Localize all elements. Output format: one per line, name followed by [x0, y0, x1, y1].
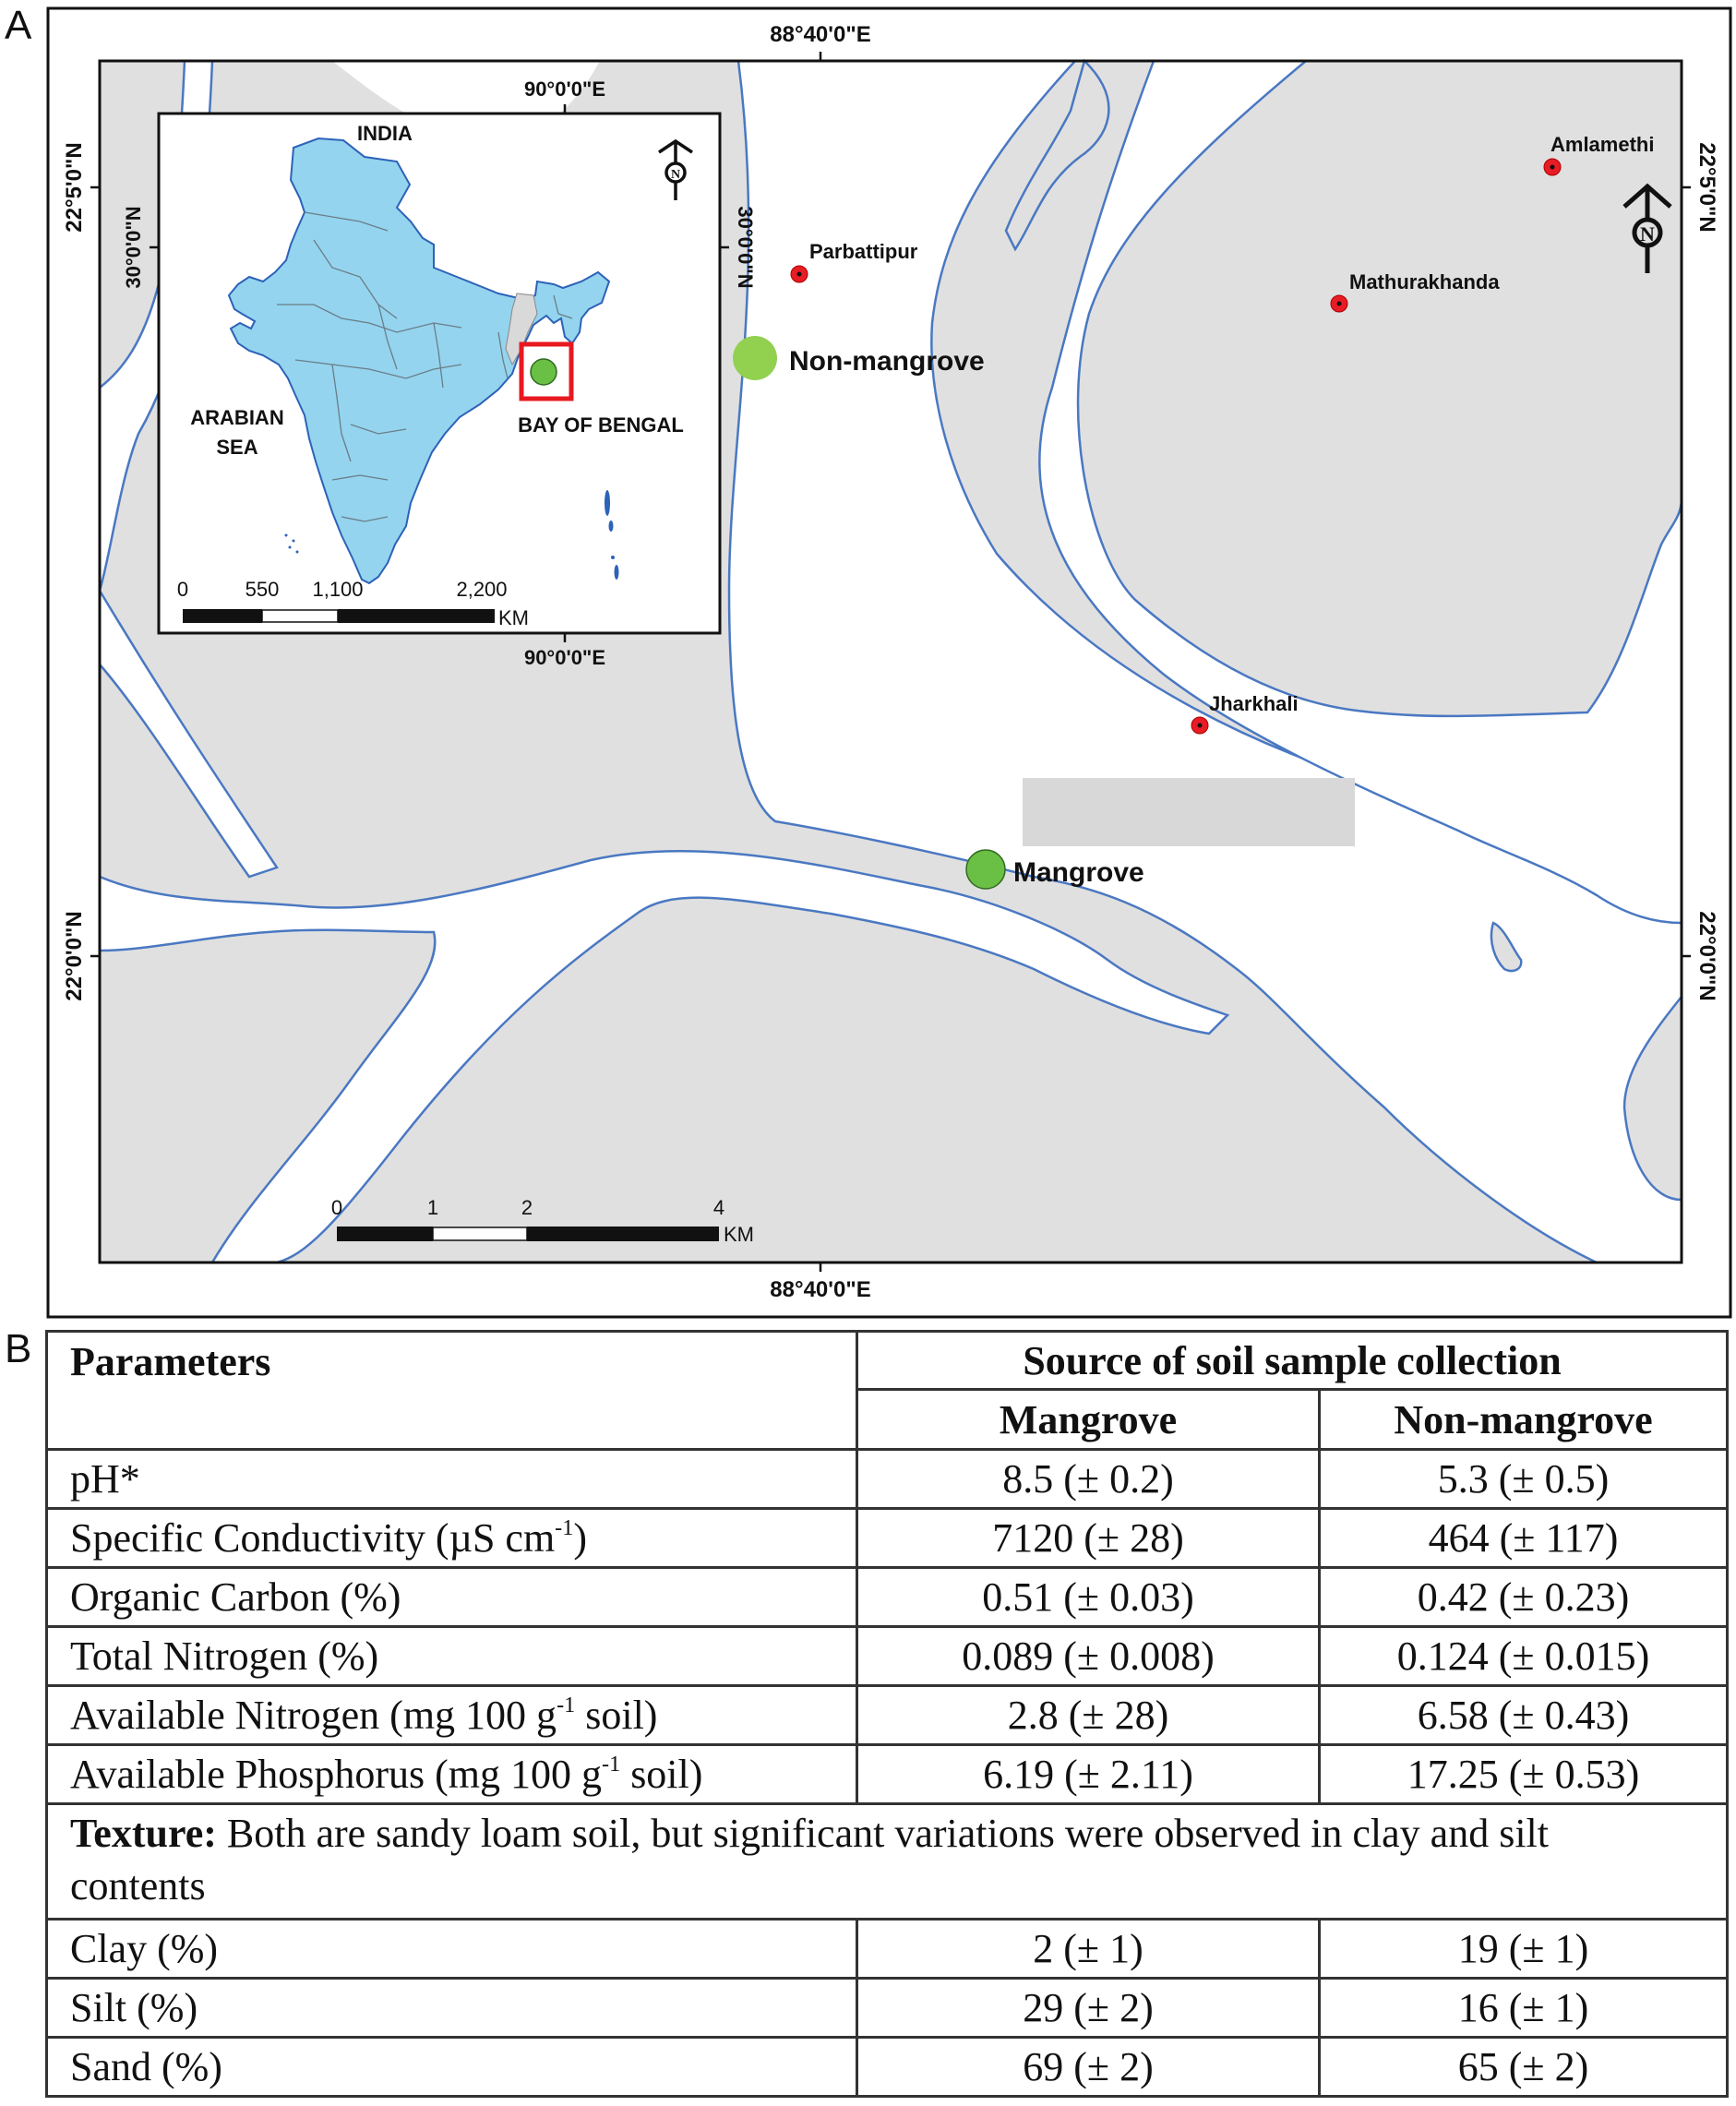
non-mangrove-value: 65 (± 2) — [1320, 2038, 1728, 2097]
param-cell: Clay (%) — [47, 1920, 857, 1979]
mangrove-value: 6.19 (± 2.11) — [857, 1745, 1320, 1804]
table-row — [47, 1686, 1728, 1745]
param-cell: pH* — [47, 1450, 857, 1509]
mangrove-value: 2 (± 1) — [857, 1920, 1320, 1979]
svg-text:KM: KM — [498, 606, 529, 629]
non-mangrove-value: 19 (± 1) — [1320, 1920, 1728, 1979]
inset-map — [122, 78, 757, 669]
scale-tick-label: 2 — [521, 1196, 533, 1219]
param-cell: Total Nitrogen (%) — [47, 1627, 857, 1686]
inset-lon-top: 90°0'0"E — [523, 78, 606, 101]
param-cell: Available Nitrogen (mg 100 $g^{-1}$ soil) — [47, 1686, 857, 1745]
inset-lat-right: 30°0'0"N — [734, 206, 757, 289]
study-area-dot-icon — [531, 359, 557, 385]
site-label: Parbattipur — [809, 240, 918, 263]
site-label: Jharkhali — [1209, 692, 1299, 715]
table-row — [47, 1627, 1728, 1686]
svg-text:2,200: 2,200 — [456, 578, 508, 601]
param-cell: Specific Conductivity (µS $cm^{-1}$) — [47, 1509, 857, 1568]
sample-point-marker-icon — [966, 850, 1005, 889]
texture-label: Texture: — [70, 1811, 217, 1856]
svg-text:1,100: 1,100 — [312, 578, 364, 601]
sample-point-label: Mangrove — [1013, 857, 1144, 888]
mangrove-value: 69 (± 2) — [857, 2038, 1320, 2097]
scale-unit-label: KM — [724, 1223, 754, 1246]
lat-label-right-top: 22°5'0"N — [1694, 142, 1719, 233]
mangrove-value: 7120 (± 28) — [857, 1509, 1320, 1568]
table-row — [47, 1920, 1728, 1979]
lon-label-bottom: 88°40'0"E — [770, 1277, 871, 1302]
mangrove-value: 2.8 (± 28) — [857, 1686, 1320, 1745]
scale-tick-label: 4 — [712, 1196, 725, 1219]
svg-text:550: 550 — [245, 578, 280, 601]
table-row — [47, 1745, 1728, 1804]
non-mangrove-value: 0.42 (± 0.23) — [1320, 1568, 1728, 1627]
header-parameters: Parameters — [47, 1332, 857, 1450]
table-row — [47, 1568, 1728, 1627]
inset-lon-bottom: 90°0'0"E — [523, 646, 606, 669]
non-mangrove-value: 6.58 (± 0.43) — [1320, 1686, 1728, 1745]
inset-title: INDIA — [357, 122, 413, 145]
param-cell: Sand (%) — [47, 2038, 857, 2097]
table-row — [47, 1979, 1728, 2038]
param-cell: Organic Carbon (%) — [47, 1568, 857, 1627]
texture-note-row — [47, 1804, 1728, 1920]
non-mangrove-value: 16 (± 1) — [1320, 1979, 1728, 2038]
header-non-mangrove: Non-mangrove — [1320, 1390, 1728, 1450]
lat-label-left-top: 22°5'0"N — [62, 142, 87, 233]
table-header-row — [47, 1332, 1728, 1390]
site-label: Amlamethi — [1550, 133, 1655, 156]
panel-label-b: B — [5, 1326, 32, 1371]
site-label: Mathurakhanda — [1349, 270, 1500, 293]
inset-north-letter: N — [670, 168, 681, 182]
inset-label-arabian: ARABIAN — [190, 406, 284, 429]
mangrove-value: 0.51 (± 0.03) — [857, 1568, 1320, 1627]
lat-label-right-bottom: 22°0'0"N — [1694, 911, 1719, 1001]
non-mangrove-value: 17.25 (± 0.53) — [1320, 1745, 1728, 1804]
param-cell: Available Phosphorus (mg 100 $g^{-1}$ soil) — [47, 1745, 857, 1804]
sample-point-marker-icon — [733, 336, 777, 380]
scale-tick-label: 1 — [426, 1196, 439, 1219]
mangrove-value: 29 (± 2) — [857, 1979, 1320, 2038]
param-cell: Silt (%) — [47, 1979, 857, 2038]
texture-text: Both are sandy loam soil, but significant variations were observed in clay and silt contents — [70, 1811, 1549, 1909]
non-mangrove-value: 5.3 (± 0.5) — [1320, 1450, 1728, 1509]
scale-tick-label: 0 — [330, 1196, 343, 1219]
non-mangrove-value: 464 (± 117) — [1320, 1509, 1728, 1568]
inset-label-sea: SEA — [216, 436, 258, 459]
texture-note — [47, 1804, 1728, 1920]
lat-label-left-bottom: 22°0'0"N — [62, 911, 87, 1001]
header-mangrove: Mangrove — [857, 1390, 1320, 1450]
sample-point-label: Non-mangrove — [789, 346, 985, 377]
table-row — [47, 1509, 1728, 1568]
lon-label-top: 88°40'0"E — [770, 22, 871, 47]
panel-label-a: A — [5, 3, 32, 48]
table-row — [47, 1450, 1728, 1509]
north-arrow-letter: N — [1640, 222, 1655, 245]
table-row — [47, 2038, 1728, 2097]
svg-text:0: 0 — [176, 578, 189, 601]
mangrove-value: 0.089 (± 0.008) — [857, 1627, 1320, 1686]
non-mangrove-value: 0.124 (± 0.015) — [1320, 1627, 1728, 1686]
redacted-patch — [1023, 778, 1355, 846]
inset-label-bay: BAY OF BENGAL — [518, 413, 684, 437]
mangrove-value: 8.5 (± 0.2) — [857, 1450, 1320, 1509]
header-source-group: Source of soil sample collection — [857, 1332, 1728, 1390]
soil-properties-table — [45, 1330, 1729, 2098]
inset-lat-left: 30°0'0"N — [122, 206, 145, 289]
